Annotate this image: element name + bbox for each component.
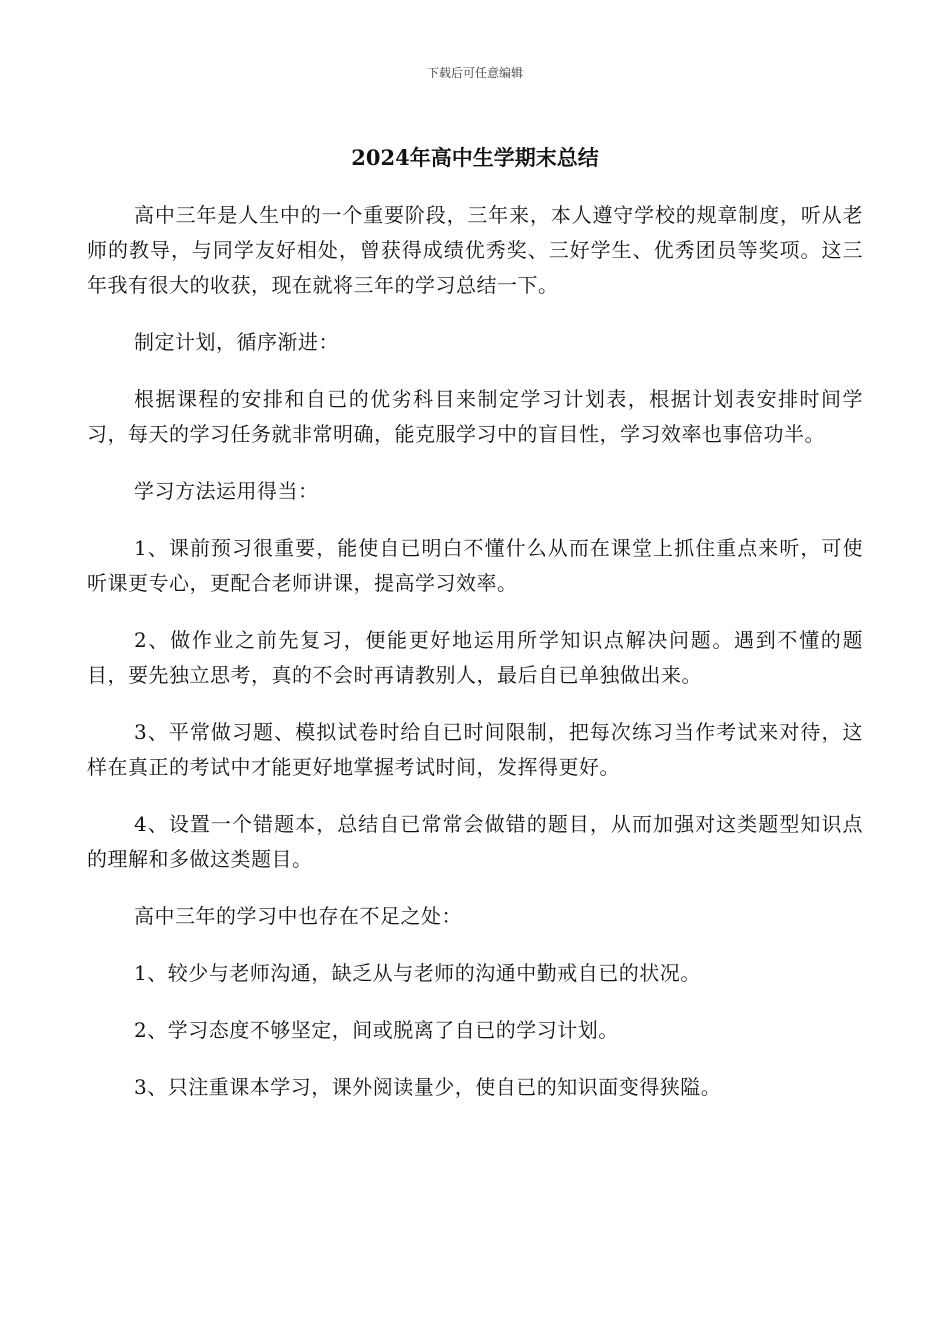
section-heading-plan: 制定计划，循序渐进： [134,330,339,354]
paragraph-intro: 高中三年是人生中的一个重要阶段，三年来，本人遵守学校的规章制度，听从老师的教导，与同学友好相处，曾获得成绩优秀奖、三好学生、优秀团员等奖项。这三年我有很大的收获，现在就将三年的学习总结一下。 [87,203,863,297]
document-body [87,198,863,1127]
list-item-shortcoming-2: 2、学习态度不够坚定，间或脱离了自已的学习计划。 [134,1018,619,1042]
paragraph-plan: 根据课程的安排和自已的优劣科目来制定学习计划表，根据计划表安排时间学习，每天的学习任务就非常明确，能克服学习中的盲目性，学习效率也事倍功半。 [87,387,863,446]
list-item-shortcoming-1: 1、较少与老师沟通，缺乏从与老师的沟通中勤戒自已的状况。 [134,961,701,985]
list-item-shortcoming-3: 3、只注重课本学习，课外阅读量少，使自已的知识面变得狭隘。 [134,1075,722,1099]
section-heading-method: 学习方法运用得当： [134,479,319,503]
section-heading-shortcomings: 高中三年的学习中也存在不足之处： [134,904,462,928]
list-item-method-1: 1、课前预习很重要，能使自已明白不懂什么从而在课堂上抓住重点来听，可使听课更专心，更配合老师讲课，提高学习效率。 [87,536,863,595]
list-item-method-4: 4、设置一个错题本，总结自已常常会做错的题目，从而加强对这类题型知识点的理解和多做这类题目。 [87,812,863,871]
list-item-method-2: 2、做作业之前先复习，便能更好地运用所学知识点解决问题。遇到不懂的题目，要先独立思考，真的不会时再请教别人，最后自已单独做出来。 [87,628,863,687]
document-title: 2024年高中生学期末总结 [351,145,599,170]
list-item-method-3: 3、平常做习题、模拟试卷时给自已时间限制，把每次练习当作考试来对待，这样在真正的考试中才能更好地掌握考试时间，发挥得更好。 [87,720,863,779]
header-note: 下载后可任意编辑 [426,66,523,80]
